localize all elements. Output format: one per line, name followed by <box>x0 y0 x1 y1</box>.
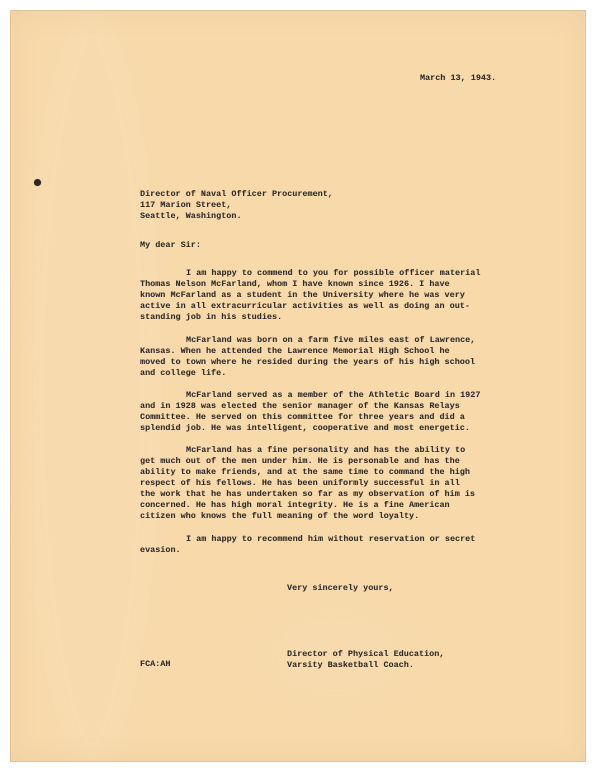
paragraph-line: moved to town where he resided during the years of his high school <box>140 357 476 367</box>
salutation: My dear Sir: <box>140 240 201 250</box>
letter-document <box>10 10 586 762</box>
address-line-3: Seattle, Washington. <box>140 211 242 221</box>
paragraph-line: concerned. He has high moral integrity. He is a fine American <box>140 500 450 510</box>
paragraph-line: get much out of the men under him. He is personable and has the <box>140 456 460 466</box>
paragraph-1 <box>140 268 527 323</box>
paragraph-line: McFarland was born on a farm five miles east of Lawrence, <box>186 335 476 345</box>
paragraph-line: standing job in his studies. <box>140 312 283 322</box>
paragraph-line: Kansas. When he attended the Lawrence Memorial High School he <box>140 346 450 356</box>
signature-line-1: Director of Physical Education, <box>287 649 445 659</box>
paragraph-line: splendid job. He was intelligent, cooperative and most energetic. <box>140 423 470 433</box>
paragraph-line: I am happy to recommend him without reservation or secret <box>186 534 476 544</box>
paragraph-line: citizen who knows the full meaning of the word loyalty. <box>140 511 420 521</box>
paragraph-line: McFarland has a fine personality and has the ability to <box>186 445 466 455</box>
paragraph-2 <box>140 335 527 379</box>
paragraph-line: Thomas Nelson McFarland, whom I have known since 1926. I have <box>140 279 450 289</box>
paragraph-line: respect of his fellows. He has been uniformly successful in all <box>140 478 460 488</box>
paragraph-line: known McFarland as a student in the University where he was very <box>140 290 465 300</box>
address-line-1: Director of Naval Officer Procurement, <box>140 189 333 199</box>
paragraph-4 <box>140 445 527 522</box>
paragraph-line: McFarland served as a member of the Athletic Board in 1927 <box>186 390 481 400</box>
signature-block <box>287 649 444 671</box>
paragraph-line: the work that he has undertaken so far as my observation of him is <box>140 489 476 499</box>
paragraph-line: I am happy to commend to you for possible officer material <box>186 268 481 278</box>
signature-line-2: Varsity Basketball Coach. <box>287 660 414 670</box>
paragraph-line: and college life. <box>140 368 227 378</box>
paragraph-line: active in all extracurricular activities as well as doing an out- <box>140 301 470 311</box>
recipient-address <box>140 189 470 222</box>
closing-text: Very sincerely yours, <box>287 583 394 593</box>
paragraph-line: evasion. <box>140 545 181 555</box>
paragraph-3 <box>140 390 527 434</box>
paragraph-line: and in 1928 was elected the senior manager of the Kansas Relays <box>140 401 460 411</box>
paragraph-line: ability to make friends, and at the same time to command the high <box>140 467 470 477</box>
letter-paper <box>10 10 586 762</box>
paragraph-5 <box>140 534 527 556</box>
address-line-2: 117 Marion Street, <box>140 200 232 210</box>
typist-initials: FCA:AH <box>140 659 171 669</box>
paragraph-line: Committee. He served on this committee for three years and did a <box>140 412 465 422</box>
letter-date: March 13, 1943. <box>420 73 497 83</box>
